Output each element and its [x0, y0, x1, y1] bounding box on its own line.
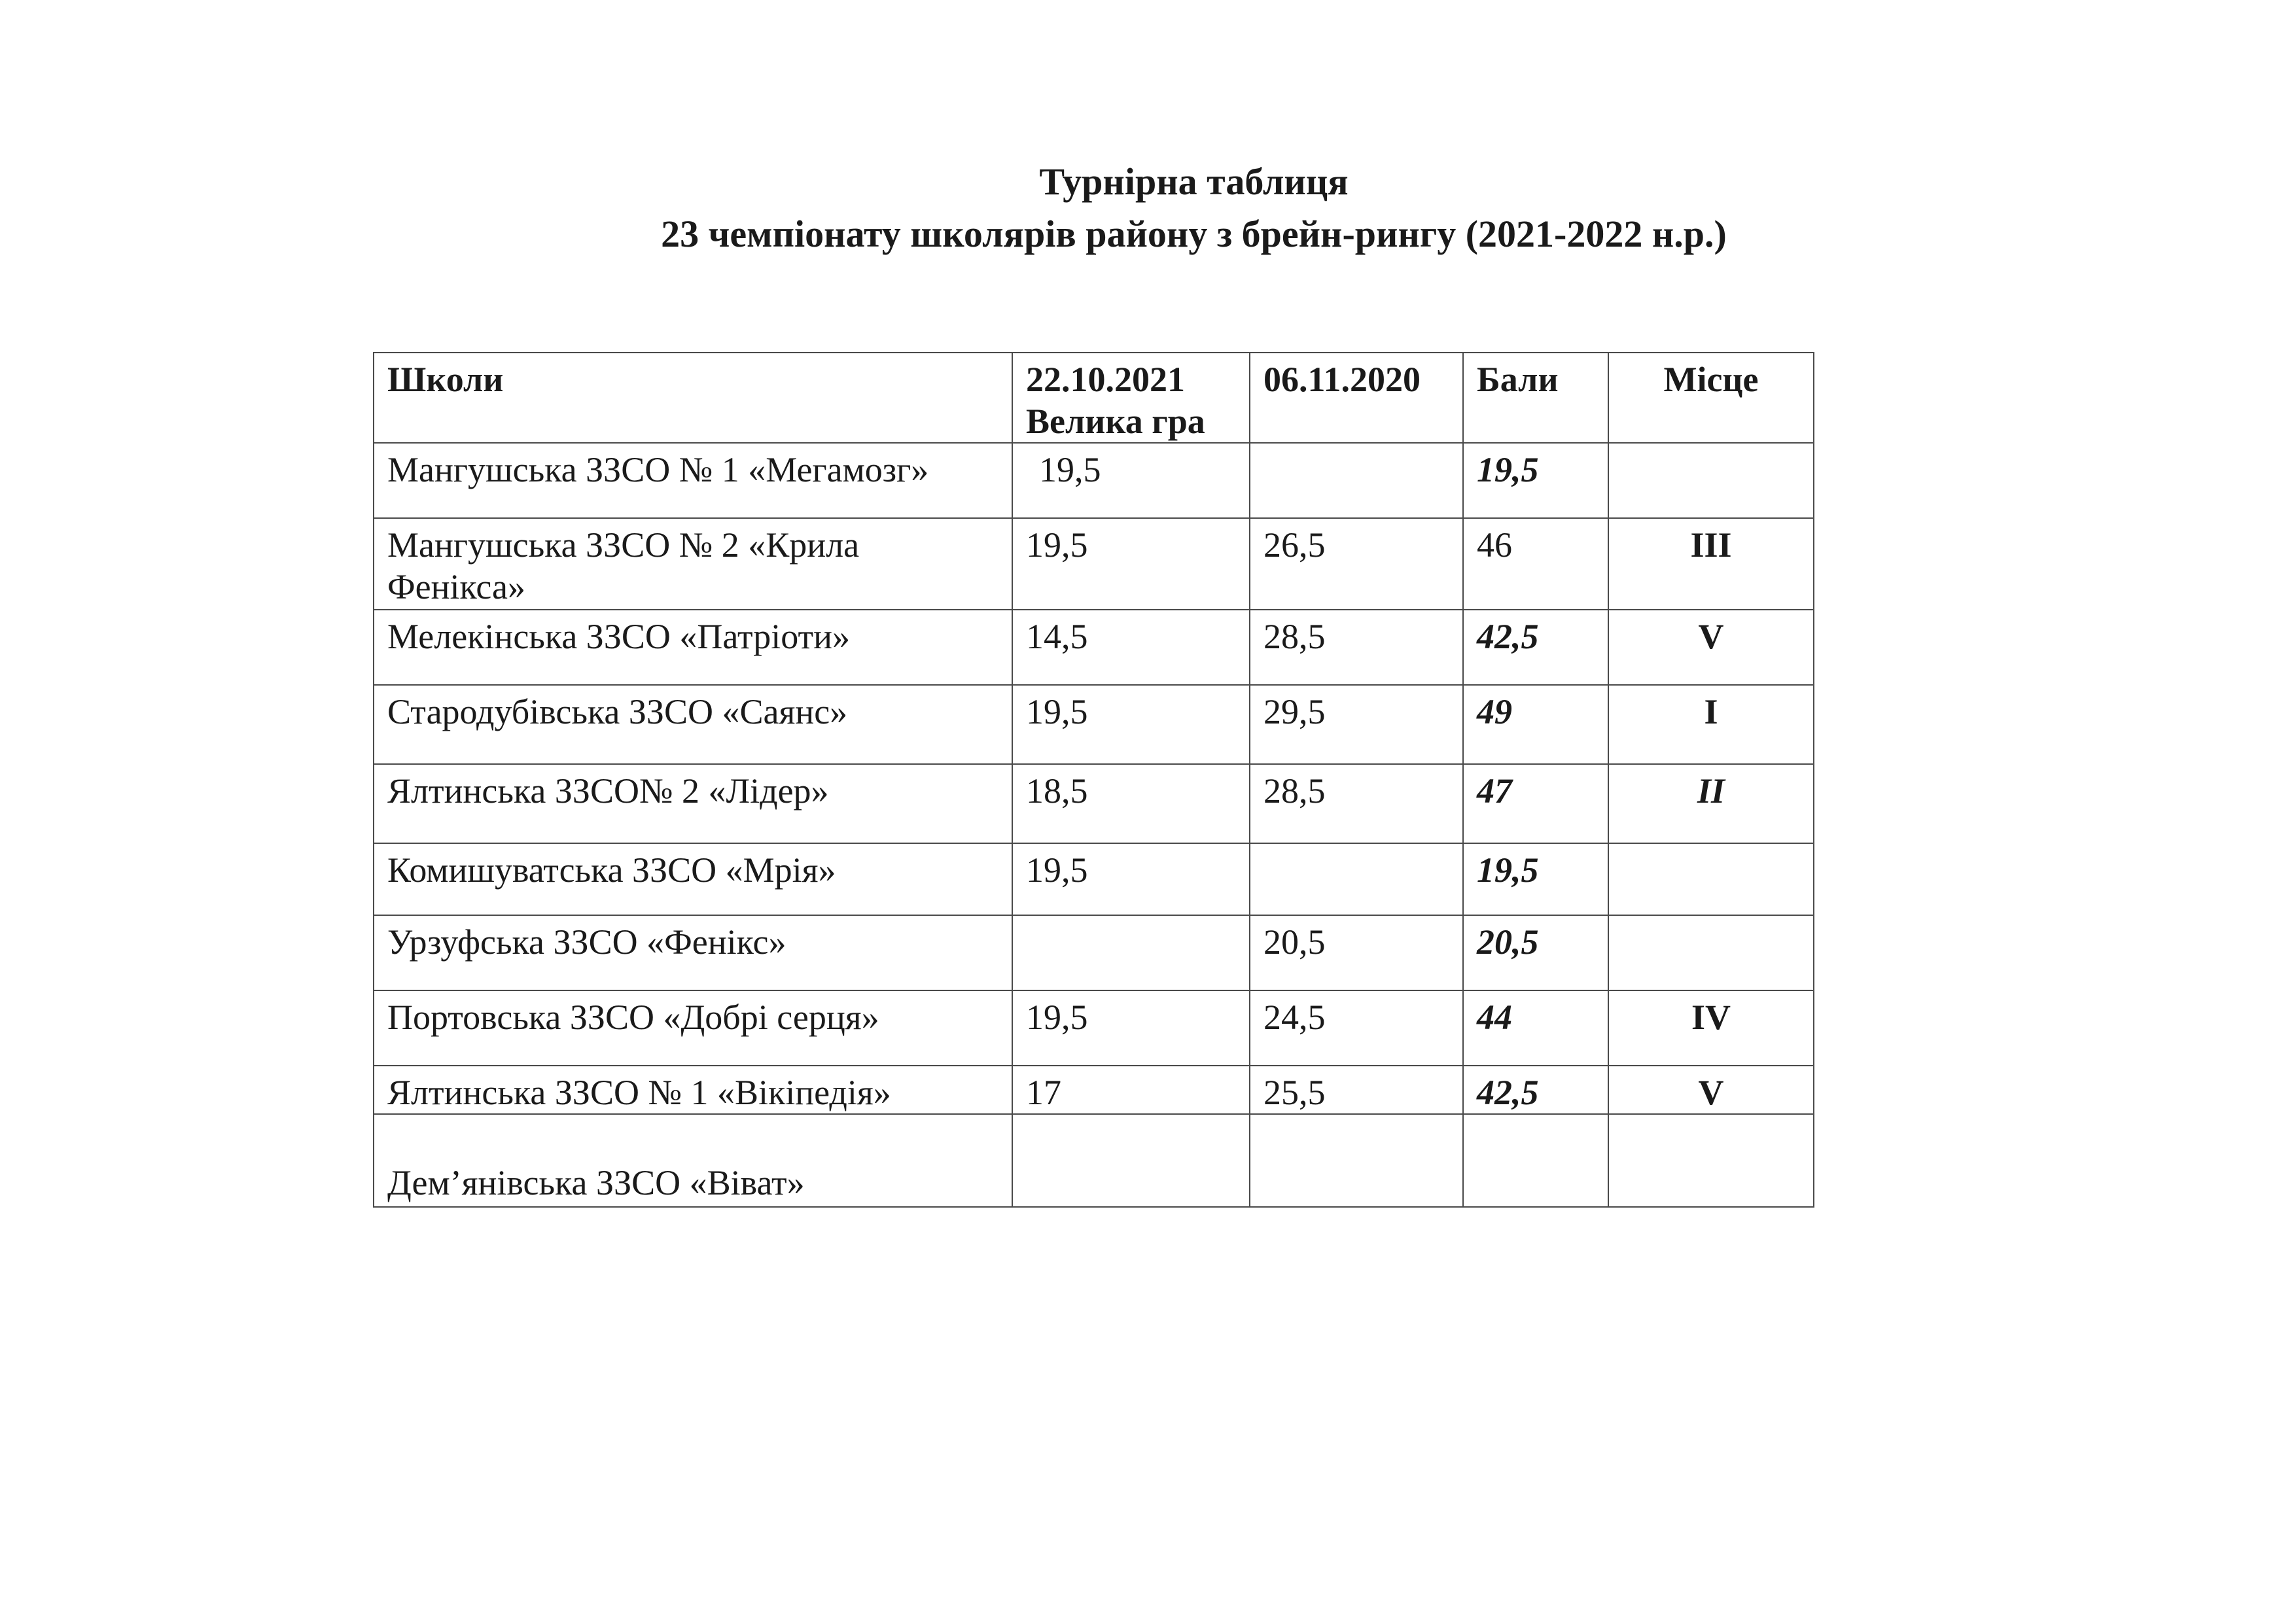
total-points: 49: [1463, 685, 1608, 764]
school-name: Дем’янівська ЗЗСО «Віват»: [374, 1114, 1012, 1207]
total-points: 19,5: [1463, 843, 1608, 915]
game1-score: 18,5: [1012, 764, 1250, 843]
game1-score: 19,5: [1012, 990, 1250, 1066]
header-place: Місце: [1608, 353, 1814, 443]
game2-score: 28,5: [1250, 764, 1463, 843]
table-row: [374, 518, 1814, 610]
tournament-table: [373, 352, 1814, 1208]
game1-score: 17: [1012, 1066, 1250, 1114]
total-points: 46: [1463, 518, 1608, 610]
table-row: [374, 915, 1814, 990]
school-name: Мелекінська ЗЗСО «Патріоти»: [374, 610, 1012, 685]
document-title: Турнірна таблиця: [1039, 160, 1349, 203]
table-row: [374, 610, 1814, 685]
game1-score: [1012, 915, 1250, 990]
game2-score: 28,5: [1250, 610, 1463, 685]
game2-score: [1250, 1114, 1463, 1207]
school-name: Мангушська ЗЗСО № 1 «Мегамозг»: [374, 443, 1012, 518]
school-name: Урзуфська ЗЗСО «Фенікс»: [374, 915, 1012, 990]
table-row: [374, 1066, 1814, 1114]
game1-score: 14,5: [1012, 610, 1250, 685]
header-schools: Школи: [374, 353, 1012, 443]
game1-score: 19,5: [1012, 685, 1250, 764]
header-game1: [1012, 353, 1250, 443]
table-row: [374, 764, 1814, 843]
place: [1608, 915, 1814, 990]
game2-score: 29,5: [1250, 685, 1463, 764]
total-points: 42,5: [1463, 1066, 1608, 1114]
school-name: Ялтинська ЗЗСО№ 2 «Лідер»: [374, 764, 1012, 843]
place: [1608, 1114, 1814, 1207]
game2-score: 20,5: [1250, 915, 1463, 990]
header-game2-date: 06.11.2020: [1250, 353, 1463, 443]
total-points: 44: [1463, 990, 1608, 1066]
table-row: [374, 843, 1814, 915]
place: I: [1608, 685, 1814, 764]
table-row: [374, 443, 1814, 518]
total-points: [1463, 1114, 1608, 1207]
game1-score: 19,5: [1012, 443, 1250, 518]
school-name: Портовська ЗЗСО «Добрі серця»: [374, 990, 1012, 1066]
game2-score: [1250, 843, 1463, 915]
place: [1608, 843, 1814, 915]
game2-score: 26,5: [1250, 518, 1463, 610]
header-game1-name: Велика гра: [1026, 402, 1205, 441]
game2-score: 25,5: [1250, 1066, 1463, 1114]
school-name: Стародубівська ЗЗСО «Саянс»: [374, 685, 1012, 764]
total-points: 42,5: [1463, 610, 1608, 685]
total-points: 20,5: [1463, 915, 1608, 990]
game1-score: [1012, 1114, 1250, 1207]
place: II: [1608, 764, 1814, 843]
header-points: Бали: [1463, 353, 1608, 443]
total-points: 19,5: [1463, 443, 1608, 518]
place: IV: [1608, 990, 1814, 1066]
game2-score: 24,5: [1250, 990, 1463, 1066]
place: V: [1608, 1066, 1814, 1114]
school-name: Мангушська ЗЗСО № 2 «Крила Фенікса»: [374, 518, 1012, 610]
game2-score: [1250, 443, 1463, 518]
table-header-row: [374, 353, 1814, 443]
total-points: 47: [1463, 764, 1608, 843]
table-row: [374, 685, 1814, 764]
table-row: [374, 1114, 1814, 1207]
game1-score: 19,5: [1012, 518, 1250, 610]
table-row: [374, 990, 1814, 1066]
document-subtitle: 23 чемпіонату школярів району з брейн-рингу (2021-2022 н.р.): [661, 213, 1727, 255]
place: V: [1608, 610, 1814, 685]
school-name: Ялтинська ЗЗСО № 1 «Вікіпедія»: [374, 1066, 1012, 1114]
place: [1608, 443, 1814, 518]
header-game1-date: 22.10.2021: [1026, 360, 1185, 399]
game1-score: 19,5: [1012, 843, 1250, 915]
place: III: [1608, 518, 1814, 610]
school-name: Комишуватська ЗЗСО «Мрія»: [374, 843, 1012, 915]
